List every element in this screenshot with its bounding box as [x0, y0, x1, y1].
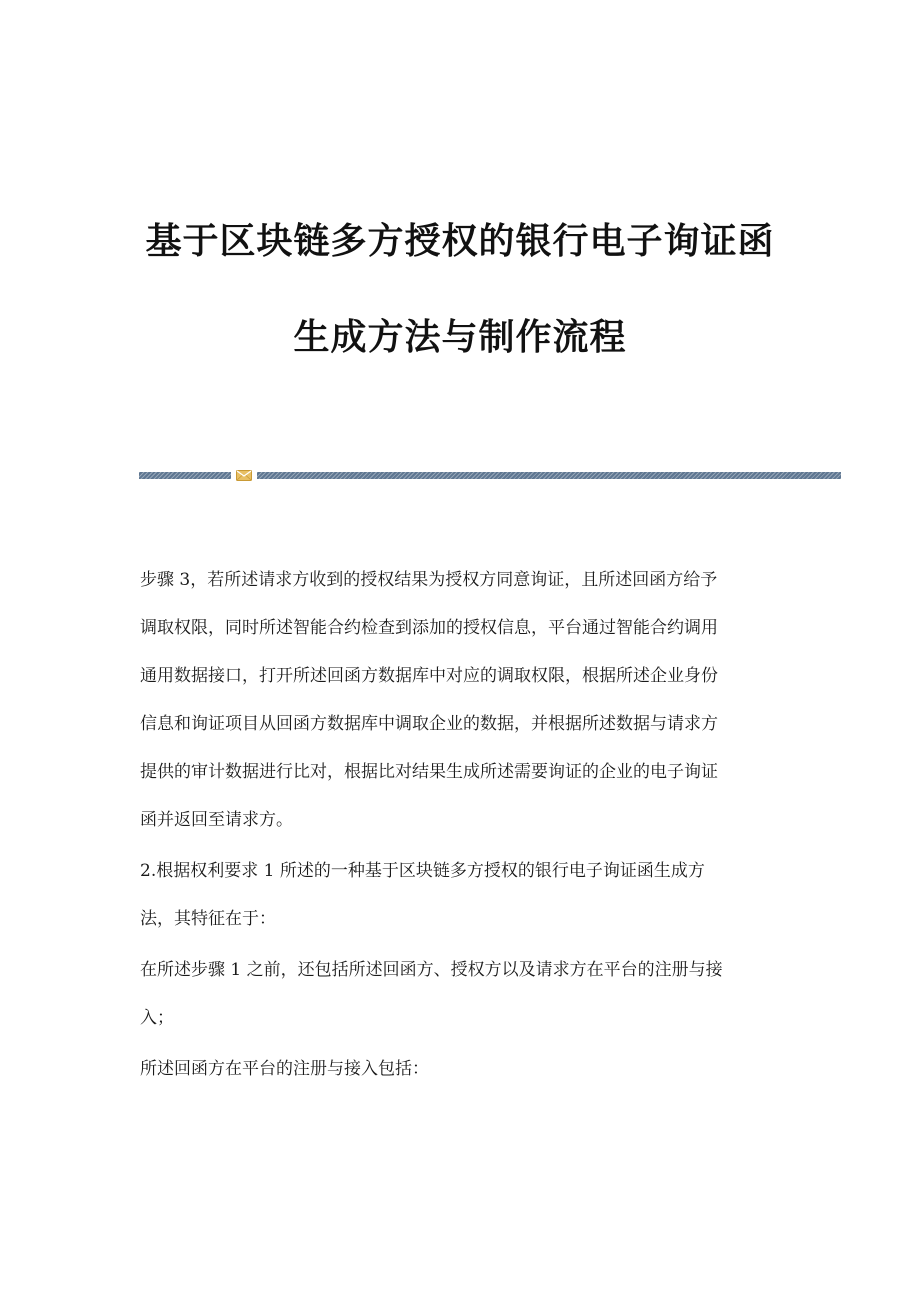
- paragraph-line: 入；: [140, 1008, 174, 1028]
- envelope-icon: [236, 470, 252, 481]
- paragraph-responder-registration: [140, 1045, 780, 1093]
- paragraph-line: 所述回函方在平台的注册与接入包括：: [140, 1059, 429, 1079]
- document-title-line-1: 基于区块链多方授权的银行电子询证函: [145, 221, 775, 262]
- paragraph-claim-2: [140, 847, 780, 943]
- paragraph-line: 通用数据接口，打开所述回函方数据库中对应的调取权限，根据所述企业身份: [140, 666, 718, 686]
- paragraph-line: 2.根据权利要求 1 所述的一种基于区块链多方授权的银行电子询证函生成方: [140, 861, 705, 881]
- paragraph-line: 提供的审计数据进行比对，根据比对结果生成所述需要询证的企业的电子询证: [140, 762, 718, 782]
- divider-bar-right: [257, 472, 841, 479]
- document-title-line-2: 生成方法与制作流程: [293, 317, 627, 358]
- paragraph-line: 调取权限，同时所述智能合约检查到添加的授权信息，平台通过智能合约调用: [140, 618, 718, 638]
- paragraph-line: 函并返回至请求方。: [140, 810, 293, 830]
- title-divider: [139, 470, 841, 480]
- paragraph-registration: [140, 946, 780, 1042]
- paragraph-line: 法，其特征在于：: [140, 909, 276, 929]
- paragraph-line: 信息和询证项目从回函方数据库中调取企业的数据，并根据所述数据与请求方: [140, 714, 718, 734]
- paragraph-step-3: [140, 556, 780, 844]
- document-body: [140, 556, 780, 1093]
- paragraph-line: 步骤 3，若所述请求方收到的授权结果为授权方同意询证，且所述回函方给予: [140, 570, 718, 590]
- divider-bar-left: [139, 472, 231, 479]
- paragraph-line: 在所述步骤 1 之前，还包括所述回函方、授权方以及请求方在平台的注册与接: [140, 960, 723, 980]
